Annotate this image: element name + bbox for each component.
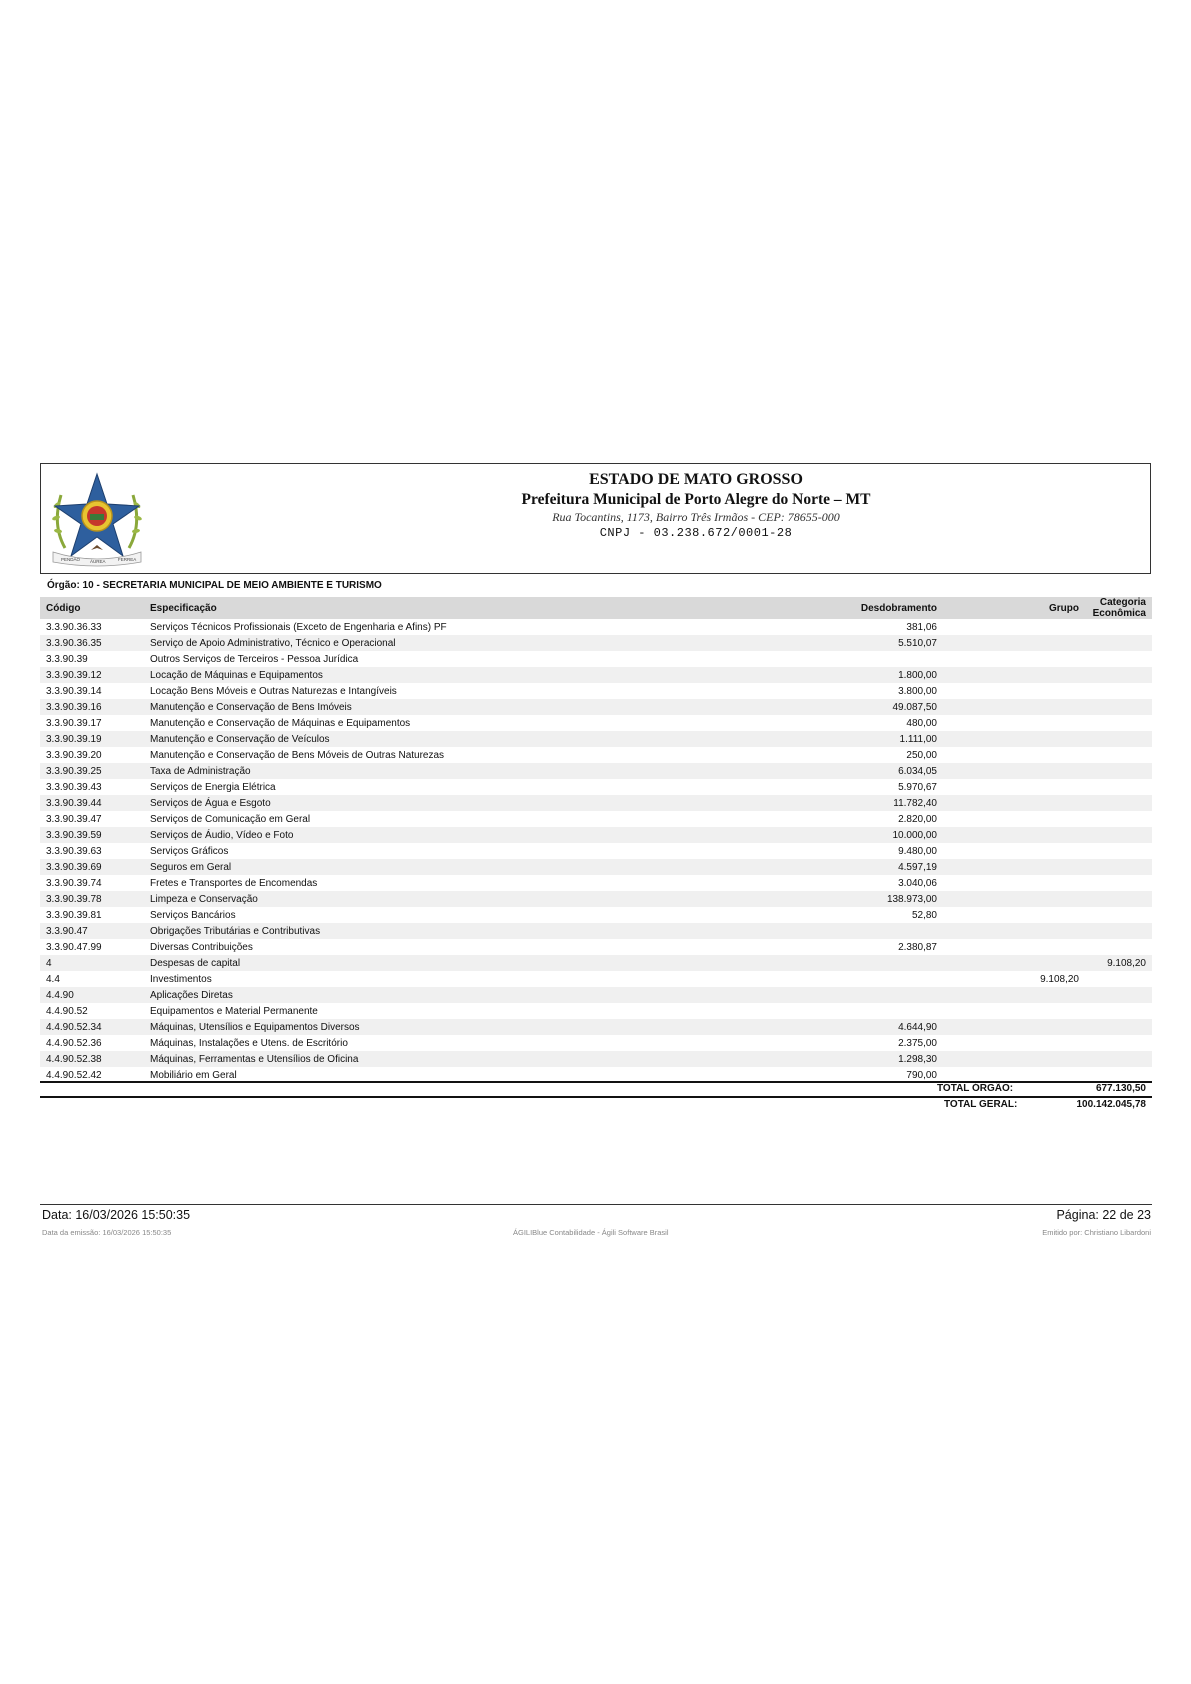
svg-text:FERREA: FERREA [118, 557, 137, 562]
cell-grupo [943, 763, 1085, 779]
municipal-coat-of-arms-logo [47, 470, 147, 568]
cell-grupo [943, 683, 1085, 699]
footer-date: Data: 16/03/2026 15:50:35 [42, 1208, 191, 1222]
table-row [40, 891, 1152, 907]
cell-grupo [943, 699, 1085, 715]
cell-categoria [1085, 1019, 1152, 1035]
cell-codigo: 3.3.90.47 [40, 923, 144, 939]
cell-desdobramento [776, 923, 943, 939]
orgao-title: Órgão: 10 - SECRETARIA MUNICIPAL DE MEIO AMBIENTE E TURISMO [47, 580, 382, 591]
table-row [40, 747, 1152, 763]
cell-codigo: 3.3.90.39.16 [40, 699, 144, 715]
cell-desdobramento: 1.111,00 [776, 731, 943, 747]
cell-categoria [1085, 1035, 1152, 1051]
table-row [40, 907, 1152, 923]
cell-codigo: 3.3.90.39.59 [40, 827, 144, 843]
table-row [40, 811, 1152, 827]
cell-desdobramento: 3.800,00 [776, 683, 943, 699]
cell-categoria [1085, 795, 1152, 811]
cell-codigo: 4 [40, 955, 144, 971]
cell-categoria [1085, 699, 1152, 715]
cell-desdobramento: 1.800,00 [776, 667, 943, 683]
cell-categoria [1085, 907, 1152, 923]
cell-codigo: 3.3.90.39.74 [40, 875, 144, 891]
cell-grupo [943, 907, 1085, 923]
cell-categoria [1085, 1003, 1152, 1019]
table-row [40, 971, 1152, 987]
cell-especificacao: Obrigações Tributárias e Contributivas [144, 923, 776, 939]
cell-especificacao: Manutenção e Conservação de Máquinas e Equipamentos [144, 715, 776, 731]
table-row [40, 859, 1152, 875]
cell-especificacao: Serviço de Apoio Administrativo, Técnico e Operacional [144, 635, 776, 651]
cell-categoria [1085, 779, 1152, 795]
cell-grupo [943, 955, 1085, 971]
expense-table [40, 597, 1152, 1083]
cell-especificacao: Outros Serviços de Terceiros - Pessoa Jurídica [144, 651, 776, 667]
cell-especificacao: Equipamentos e Material Permanente [144, 1003, 776, 1019]
cell-codigo: 3.3.90.39 [40, 651, 144, 667]
cell-especificacao: Máquinas, Utensílios e Equipamentos Diversos [144, 1019, 776, 1035]
cell-grupo [943, 1051, 1085, 1067]
cell-desdobramento: 11.782,40 [776, 795, 943, 811]
cell-especificacao: Despesas de capital [144, 955, 776, 971]
cell-desdobramento: 10.000,00 [776, 827, 943, 843]
table-row [40, 731, 1152, 747]
cell-grupo [943, 859, 1085, 875]
cell-codigo: 3.3.90.36.33 [40, 619, 144, 635]
cell-especificacao: Serviços Gráficos [144, 843, 776, 859]
cell-codigo: 3.3.90.39.69 [40, 859, 144, 875]
cell-codigo: 3.3.90.39.81 [40, 907, 144, 923]
table-row [40, 699, 1152, 715]
table-row [40, 667, 1152, 683]
cell-grupo [943, 747, 1085, 763]
total-geral-label: TOTAL GERAL: [944, 1099, 1018, 1110]
footer-page-number: Página: 22 de 23 [1056, 1208, 1151, 1222]
cell-grupo [943, 811, 1085, 827]
cell-especificacao: Locação de Máquinas e Equipamentos [144, 667, 776, 683]
table-header-row [40, 597, 1152, 619]
cell-grupo [943, 1019, 1085, 1035]
cell-grupo [943, 651, 1085, 667]
table-row [40, 795, 1152, 811]
cell-grupo [943, 827, 1085, 843]
table-row [40, 1035, 1152, 1051]
table-row [40, 715, 1152, 731]
cell-grupo [943, 619, 1085, 635]
report-header [40, 463, 1151, 574]
cell-especificacao: Fretes e Transportes de Encomendas [144, 875, 776, 891]
cell-codigo: 4.4.90 [40, 987, 144, 1003]
prefeitura-title: Prefeitura Municipal de Porto Alegre do Norte – MT [521, 491, 871, 508]
header-text [341, 470, 1051, 541]
table-row [40, 619, 1152, 635]
cell-desdobramento: 790,00 [776, 1067, 943, 1083]
cell-grupo [943, 715, 1085, 731]
footer-software: ÁGILIBlue Contabilidade - Ágili Software Brasil [513, 1228, 669, 1237]
cell-categoria [1085, 683, 1152, 699]
cell-especificacao: Manutenção e Conservação de Bens Imóveis [144, 699, 776, 715]
col-grupo: Grupo [943, 597, 1085, 619]
cell-especificacao: Serviços de Comunicação em Geral [144, 811, 776, 827]
col-especificacao: Especificação [144, 597, 776, 619]
cell-desdobramento: 4.597,19 [776, 859, 943, 875]
cell-codigo: 3.3.90.39.12 [40, 667, 144, 683]
cell-especificacao: Serviços de Áudio, Vídeo e Foto [144, 827, 776, 843]
cell-grupo [943, 731, 1085, 747]
cell-desdobramento [776, 651, 943, 667]
cell-codigo: 3.3.90.39.25 [40, 763, 144, 779]
cell-codigo: 3.3.90.39.78 [40, 891, 144, 907]
table-row [40, 1051, 1152, 1067]
cell-codigo: 4.4.90.52.34 [40, 1019, 144, 1035]
cell-desdobramento: 4.644,90 [776, 1019, 943, 1035]
total-orgao-label: TOTAL ÓRGÃO: [937, 1083, 1014, 1094]
cell-grupo [943, 795, 1085, 811]
cell-desdobramento: 480,00 [776, 715, 943, 731]
total-geral-value: 100.142.045,78 [1076, 1099, 1146, 1110]
cell-especificacao: Mobiliário em Geral [144, 1067, 776, 1083]
table-row [40, 955, 1152, 971]
cell-especificacao: Diversas Contribuições [144, 939, 776, 955]
cell-codigo: 4.4.90.52.42 [40, 1067, 144, 1083]
table-row [40, 1003, 1152, 1019]
cell-categoria [1085, 667, 1152, 683]
col-codigo: Código [40, 597, 144, 619]
cell-especificacao: Máquinas, Instalações e Utens. de Escritório [144, 1035, 776, 1051]
cell-categoria [1085, 859, 1152, 875]
cell-codigo: 3.3.90.47.99 [40, 939, 144, 955]
table-row [40, 651, 1152, 667]
svg-text:PENDÃO: PENDÃO [61, 557, 81, 562]
cell-grupo [943, 843, 1085, 859]
cell-desdobramento: 138.973,00 [776, 891, 943, 907]
table-row [40, 827, 1152, 843]
cell-categoria [1085, 987, 1152, 1003]
cell-categoria [1085, 731, 1152, 747]
cell-especificacao: Seguros em Geral [144, 859, 776, 875]
cell-categoria [1085, 971, 1152, 987]
col-categoria-economica: Categoria Econômica [1085, 597, 1152, 619]
cell-grupo [943, 891, 1085, 907]
cell-desdobramento: 250,00 [776, 747, 943, 763]
state-title: ESTADO DE MATO GROSSO [589, 471, 803, 488]
cell-especificacao: Serviços de Água e Esgoto [144, 795, 776, 811]
cell-grupo [943, 667, 1085, 683]
cell-grupo [943, 987, 1085, 1003]
cell-especificacao: Taxa de Administração [144, 763, 776, 779]
cell-desdobramento: 5.970,67 [776, 779, 943, 795]
svg-text:ÁUREA: ÁUREA [90, 559, 106, 564]
address-line: Rua Tocantins, 1173, Bairro Três Irmãos - CEP: 78655-000 [552, 510, 840, 524]
cell-desdobramento: 52,80 [776, 907, 943, 923]
table-row [40, 875, 1152, 891]
table-row [40, 763, 1152, 779]
cell-categoria [1085, 715, 1152, 731]
cell-desdobramento [776, 1003, 943, 1019]
cell-categoria [1085, 747, 1152, 763]
cell-categoria [1085, 651, 1152, 667]
cell-categoria: 9.108,20 [1085, 955, 1152, 971]
cell-desdobramento: 2.820,00 [776, 811, 943, 827]
col-desdobramento: Desdobramento [776, 597, 943, 619]
cell-especificacao: Aplicações Diretas [144, 987, 776, 1003]
cell-desdobramento: 2.375,00 [776, 1035, 943, 1051]
cell-codigo: 3.3.90.36.35 [40, 635, 144, 651]
cell-desdobramento [776, 987, 943, 1003]
cell-categoria [1085, 763, 1152, 779]
cell-especificacao: Máquinas, Ferramentas e Utensílios de Oficina [144, 1051, 776, 1067]
table-row [40, 987, 1152, 1003]
table-row [40, 635, 1152, 651]
footer-separator [40, 1204, 1152, 1205]
cell-desdobramento: 5.510,07 [776, 635, 943, 651]
cell-codigo: 3.3.90.39.47 [40, 811, 144, 827]
table-row [40, 939, 1152, 955]
cell-especificacao: Locação Bens Móveis e Outras Naturezas e Intangíveis [144, 683, 776, 699]
cell-especificacao: Serviços Técnicos Profissionais (Exceto de Engenharia e Afins) PF [144, 619, 776, 635]
cell-grupo [943, 875, 1085, 891]
table-row [40, 923, 1152, 939]
cell-categoria [1085, 843, 1152, 859]
cell-desdobramento: 9.480,00 [776, 843, 943, 859]
cell-desdobramento: 381,06 [776, 619, 943, 635]
cell-desdobramento: 2.380,87 [776, 939, 943, 955]
cell-grupo [943, 779, 1085, 795]
footer-issued-by: Emitido por: Christiano Libardoni [1042, 1228, 1151, 1237]
cell-codigo: 3.3.90.39.63 [40, 843, 144, 859]
cell-codigo: 4.4.90.52.36 [40, 1035, 144, 1051]
cell-categoria [1085, 1051, 1152, 1067]
cell-categoria [1085, 827, 1152, 843]
cnpj-line: CNPJ - 03.238.672/0001-28 [599, 526, 793, 540]
cell-codigo: 3.3.90.39.14 [40, 683, 144, 699]
cell-grupo [943, 939, 1085, 955]
cell-grupo [943, 1035, 1085, 1051]
cell-grupo [943, 923, 1085, 939]
cell-codigo: 3.3.90.39.20 [40, 747, 144, 763]
cell-grupo [943, 635, 1085, 651]
cell-codigo: 4.4.90.52 [40, 1003, 144, 1019]
cell-desdobramento: 1.298,30 [776, 1051, 943, 1067]
cell-codigo: 4.4.90.52.38 [40, 1051, 144, 1067]
cell-codigo: 3.3.90.39.44 [40, 795, 144, 811]
cell-especificacao: Serviços Bancários [144, 907, 776, 923]
cell-grupo [943, 1003, 1085, 1019]
cell-categoria [1085, 939, 1152, 955]
cell-desdobramento: 3.040,06 [776, 875, 943, 891]
cell-grupo: 9.108,20 [943, 971, 1085, 987]
cell-codigo: 3.3.90.39.17 [40, 715, 144, 731]
cell-categoria [1085, 875, 1152, 891]
cell-desdobramento [776, 955, 943, 971]
cell-especificacao: Limpeza e Conservação [144, 891, 776, 907]
totals-separator-bottom [40, 1096, 1152, 1098]
cell-desdobramento: 6.034,05 [776, 763, 943, 779]
cell-desdobramento: 49.087,50 [776, 699, 943, 715]
cell-categoria [1085, 923, 1152, 939]
footer-emission-date: Data da emissão: 16/03/2026 15:50:35 [42, 1228, 172, 1237]
table-row [40, 683, 1152, 699]
table-row [40, 843, 1152, 859]
cell-especificacao: Investimentos [144, 971, 776, 987]
cell-desdobramento [776, 971, 943, 987]
total-orgao-value: 677.130,50 [1095, 1083, 1146, 1094]
cell-especificacao: Manutenção e Conservação de Veículos [144, 731, 776, 747]
cell-especificacao: Serviços de Energia Elétrica [144, 779, 776, 795]
table-row [40, 1019, 1152, 1035]
cell-categoria [1085, 891, 1152, 907]
cell-codigo: 4.4 [40, 971, 144, 987]
cell-categoria [1085, 811, 1152, 827]
cell-categoria [1085, 635, 1152, 651]
cell-codigo: 3.3.90.39.43 [40, 779, 144, 795]
table-row [40, 779, 1152, 795]
cell-codigo: 3.3.90.39.19 [40, 731, 144, 747]
cell-especificacao: Manutenção e Conservação de Bens Móveis de Outras Naturezas [144, 747, 776, 763]
cell-categoria [1085, 619, 1152, 635]
